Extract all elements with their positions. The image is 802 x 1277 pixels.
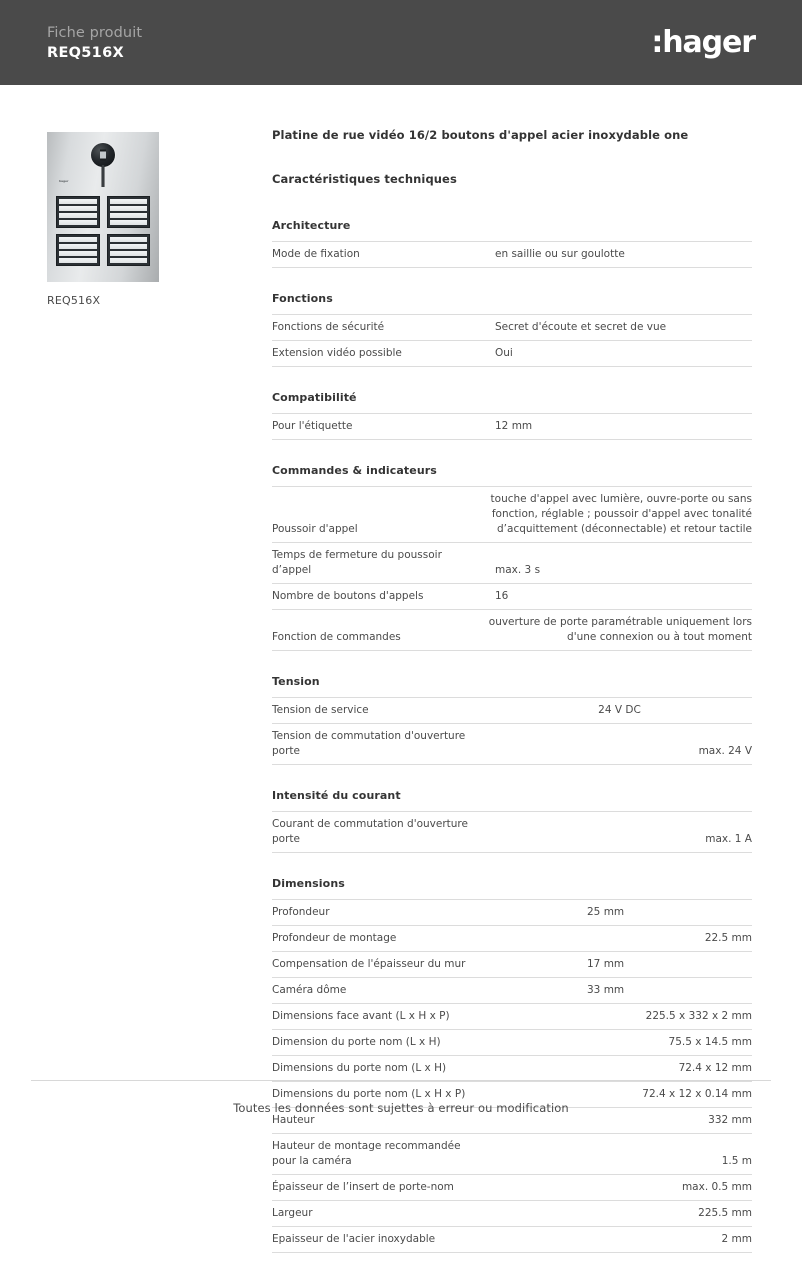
spec-value: Oui [495, 347, 513, 359]
product-brand-label: hager [59, 179, 69, 183]
spec-row [272, 1056, 752, 1082]
spec-key: Extension vidéo possible [272, 347, 402, 359]
spec-value: max. 1 A [705, 833, 752, 845]
spec-key: Épaisseur de l’insert de porte-nom [272, 1181, 454, 1193]
spec-key: Dimensions face avant (L x H x P) [272, 1010, 450, 1022]
nameplate-strip [59, 206, 97, 211]
spec-row [272, 900, 752, 926]
call-button-block [56, 234, 100, 266]
spec-row [272, 414, 752, 440]
camera-stem [102, 165, 105, 187]
spec-key: Profondeur de montage [272, 932, 397, 944]
spec-key: Compensation de l'épaisseur du mur [272, 958, 466, 970]
spec-section-title: Intensité du courant [272, 789, 401, 802]
spec-table [272, 241, 752, 268]
spec-section-title: Architecture [272, 219, 351, 232]
spec-value: 33 mm [587, 984, 625, 996]
nameplate-strip [110, 244, 148, 249]
spec-key: Tension de commutation d'ouverture porte [272, 730, 466, 757]
nameplate-strip [110, 251, 148, 256]
spec-key: Dimensions du porte nom (L x H x P) [272, 1088, 466, 1100]
product-image [47, 132, 159, 282]
hager-logo: :hager [651, 24, 755, 60]
spec-key: Tension de service [272, 704, 369, 716]
product-caption: REQ516X [47, 294, 101, 307]
spec-row [272, 1134, 752, 1175]
product-figure [47, 132, 159, 307]
spec-value: 72.4 x 12 x 0.14 mm [642, 1088, 752, 1100]
spec-key: Mode de fixation [272, 248, 360, 260]
spec-section [272, 292, 752, 367]
spec-value: 1.5 m [721, 1155, 752, 1167]
camera-dome-icon [91, 143, 115, 167]
spec-table [272, 486, 752, 651]
nameplate-strip [59, 220, 97, 225]
spec-row [272, 487, 752, 543]
call-button-grid [56, 196, 150, 266]
spec-section-title: Compatibilité [272, 391, 357, 404]
call-button-block [56, 196, 100, 228]
spec-section [272, 219, 752, 268]
nameplate-strip [59, 213, 97, 218]
spec-key: Profondeur [272, 906, 330, 918]
spec-section [272, 391, 752, 440]
spec-key: Fonctions de sécurité [272, 321, 385, 333]
nameplate-strip [59, 258, 97, 263]
spec-row [272, 1227, 752, 1253]
spec-row [272, 724, 752, 765]
call-button-block [107, 196, 151, 228]
header-kicker: Fiche produit [47, 24, 143, 41]
spec-key: Courant de commutation d'ouverture porte [272, 818, 468, 845]
spec-value: max. 0.5 mm [681, 1181, 752, 1193]
nameplate-strip [110, 199, 148, 204]
product-description: Platine de rue vidéo 16/2 boutons d'appel acier inoxydable one [272, 128, 689, 142]
nameplate-strip [59, 244, 97, 249]
spec-row [272, 1201, 752, 1227]
spec-row [272, 584, 752, 610]
spec-value: 17 mm [587, 958, 625, 970]
page-footer [31, 1080, 771, 1134]
spec-value: 25 mm [587, 906, 625, 918]
camera-lens-icon [100, 150, 106, 161]
spec-value: ouverture de porte paramétrable uniquement lors d'une connexion ou à tout moment [488, 616, 752, 643]
spec-key: Nombre de boutons d'appels [272, 590, 424, 602]
spec-value: max. 24 V [698, 745, 752, 757]
spec-row [272, 978, 752, 1004]
call-button-block [107, 234, 151, 266]
spec-key: Dimension du porte nom (L x H) [272, 1036, 441, 1048]
header-title-group [47, 23, 142, 63]
spec-value: en saillie ou sur goulotte [495, 248, 625, 260]
spec-value: 332 mm [708, 1114, 752, 1126]
spec-value: 225.5 x 332 x 2 mm [645, 1010, 752, 1022]
spec-row [272, 610, 752, 651]
spec-section-title: Dimensions [272, 877, 345, 890]
spec-key: Hauteur de montage recommandée pour la caméra [272, 1140, 461, 1167]
spec-value: Secret d'écoute et secret de vue [495, 321, 667, 333]
spec-row [272, 926, 752, 952]
spec-table [272, 314, 752, 367]
spec-table [272, 697, 752, 765]
spec-table [272, 811, 752, 853]
spec-section [272, 789, 752, 853]
spec-table [272, 413, 752, 440]
spec-row [272, 341, 752, 367]
spec-value: max. 3 s [495, 564, 541, 576]
spec-value: 16 [495, 590, 509, 602]
spec-row [272, 315, 752, 341]
spec-key: Fonction de commandes [272, 631, 401, 643]
nameplate-strip [110, 258, 148, 263]
nameplate-strip [110, 213, 148, 218]
spec-key: Temps de fermeture du poussoir d’appel [272, 549, 442, 576]
spec-value: 24 V DC [598, 704, 641, 716]
spec-value: 72.4 x 12 mm [678, 1062, 752, 1074]
specifications-heading: Caractéristiques techniques [272, 172, 457, 186]
spec-value: touche d'appel avec lumière, ouvre-porte ou sans fonction, réglable ; poussoir d'appel avec tonalité d’acquittement (déconnectable) et retour tactile [490, 493, 752, 535]
spec-key: Pour l'étiquette [272, 420, 353, 432]
spec-row [272, 242, 752, 268]
spec-key: Largeur [272, 1207, 313, 1219]
spec-section [272, 464, 752, 651]
nameplate-strip [110, 237, 148, 242]
spec-value: 2 mm [721, 1233, 752, 1245]
spec-row [272, 1175, 752, 1201]
nameplate-strip [59, 199, 97, 204]
spec-value: 225.5 mm [698, 1207, 752, 1219]
spec-row [272, 698, 752, 724]
spec-section [272, 675, 752, 765]
spec-row [272, 952, 752, 978]
spec-row [272, 1004, 752, 1030]
spec-key: Hauteur [272, 1114, 315, 1126]
spec-value: 12 mm [495, 420, 533, 432]
page-title: REQ516X [47, 44, 124, 61]
spec-section-title: Tension [272, 675, 320, 688]
product-column [47, 132, 222, 307]
nameplate-strip [59, 237, 97, 242]
spec-key: Caméra dôme [272, 984, 347, 996]
spec-table [272, 899, 752, 1253]
nameplate-strip [110, 220, 148, 225]
spec-section-title: Fonctions [272, 292, 333, 305]
footer-disclaimer: Toutes les données sont sujettes à erreur ou modification [233, 1100, 569, 1115]
nameplate-strip [110, 206, 148, 211]
spec-section-title: Commandes & indicateurs [272, 464, 437, 477]
nameplate-strip [59, 251, 97, 256]
spec-key: Dimensions du porte nom (L x H) [272, 1062, 447, 1074]
spec-value: 75.5 x 14.5 mm [668, 1036, 752, 1048]
spec-key: Poussoir d'appel [272, 523, 358, 535]
spec-row [272, 1030, 752, 1056]
page-header [0, 0, 802, 85]
spec-key: Epaisseur de l'acier inoxydable [272, 1233, 436, 1245]
spec-row [272, 543, 752, 584]
spec-section [272, 877, 752, 1253]
spec-value: 22.5 mm [704, 932, 752, 944]
spec-row [272, 812, 752, 853]
